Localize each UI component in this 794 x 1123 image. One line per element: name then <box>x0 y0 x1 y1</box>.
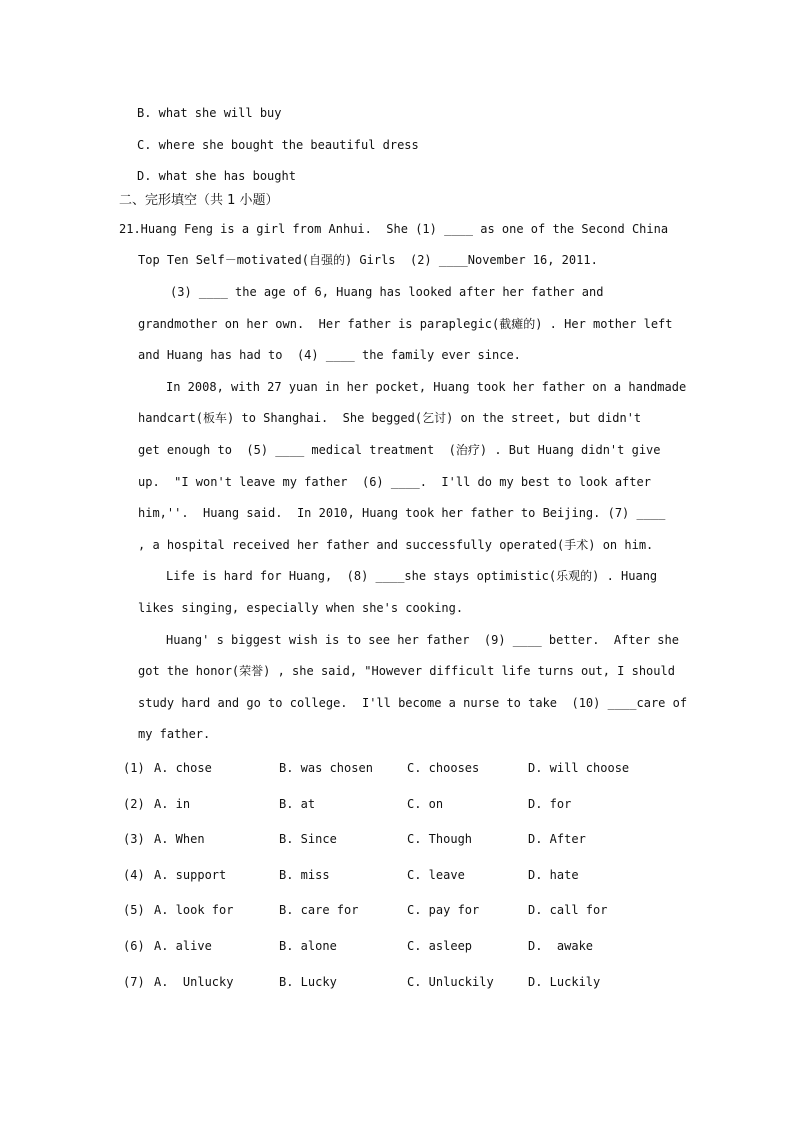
option-b: B. care for <box>279 903 359 917</box>
question-number: (2) <box>123 797 145 811</box>
option-c: C. Though <box>407 832 473 846</box>
option-b: B. miss <box>279 868 330 882</box>
passage-line-11: , a hospital received her father and successfully operated(手术) on him. <box>138 538 654 552</box>
question-number: (3) <box>123 832 145 846</box>
passage-line-16: study hard and go to college. I'll become a nurse to take (10) ____care of <box>138 696 688 710</box>
passage-line-17: my father. <box>138 727 211 741</box>
passage-line-10: him,''. Huang said. In 2010, Huang took her father to Beijing. (7) ____ <box>138 506 666 520</box>
passage-line-4: grandmother on her own. Her father is paraplegic(截瘫的) . Her mother left <box>138 317 673 331</box>
option-c: C. leave <box>407 868 465 882</box>
passage-line-14: Huang' s biggest wish is to see her father (9) ____ better. After she <box>166 633 679 647</box>
section-title: 二、完形填空（共 1 小题） <box>119 193 279 208</box>
passage-line-6: In 2008, with 27 yuan in her pocket, Huang took her father on a handmade <box>166 380 687 394</box>
passage-line-12: Life is hard for Huang, (8) ____she stays optimistic(乐观的) . Huang <box>166 569 658 583</box>
option-d: D. awake <box>528 939 594 953</box>
question-number: (5) <box>123 903 145 917</box>
prev-option-d: D. what she has bought <box>137 169 296 183</box>
option-a: A. chose <box>154 761 212 775</box>
option-c: C. chooses <box>407 761 480 775</box>
option-a: A. When <box>154 832 205 846</box>
question-number: (4) <box>123 868 145 882</box>
option-d: D. call for <box>528 903 608 917</box>
question-number: (7) <box>123 975 145 989</box>
option-b: B. alone <box>279 939 337 953</box>
option-d: D. After <box>528 832 586 846</box>
question-number: (6) <box>123 939 145 953</box>
passage-line-7: handcart(板车) to Shanghai. She begged(乞讨) on the street, but didn't <box>138 411 642 425</box>
option-c: C. asleep <box>407 939 473 953</box>
option-a: A. alive <box>154 939 212 953</box>
question-number: (1) <box>123 761 145 775</box>
passage-line-1: 21.Huang Feng is a girl from Anhui. She (1) ____ as one of the Second China <box>119 222 669 236</box>
passage-line-15: got the honor(荣誉) , she said, "However difficult life turns out, I should <box>138 664 675 678</box>
passage-line-8: get enough to (5) ____ medical treatment (治疗) . But Huang didn't give <box>138 443 661 457</box>
option-c: C. on <box>407 797 444 811</box>
option-b: B. Lucky <box>279 975 337 989</box>
option-b: B. was chosen <box>279 761 373 775</box>
passage-line-3: (3) ____ the age of 6, Huang has looked after her father and <box>170 285 604 299</box>
option-a: A. look for <box>154 903 234 917</box>
option-a: A. Unlucky <box>154 975 234 989</box>
option-c: C. pay for <box>407 903 480 917</box>
option-c: C. Unluckily <box>407 975 494 989</box>
passage-line-9: up. "I won't leave my father (6) ____. I'll do my best to look after <box>138 475 651 489</box>
passage-line-13: likes singing, especially when she's cooking. <box>138 601 464 615</box>
option-d: D. will choose <box>528 761 630 775</box>
option-b: B. at <box>279 797 316 811</box>
passage-line-2: Top Ten Self－motivated(自强的) Girls (2) ____November 16, 2011. <box>138 253 598 267</box>
prev-option-c: C. where she bought the beautiful dress <box>137 138 419 152</box>
option-d: D. Luckily <box>528 975 601 989</box>
prev-option-b: B. what she will buy <box>137 106 282 120</box>
option-a: A. support <box>154 868 227 882</box>
passage-line-5: and Huang has had to (4) ____ the family ever since. <box>138 348 521 362</box>
option-d: D. for <box>528 797 572 811</box>
option-a: A. in <box>154 797 191 811</box>
option-b: B. Since <box>279 832 337 846</box>
option-d: D. hate <box>528 868 579 882</box>
